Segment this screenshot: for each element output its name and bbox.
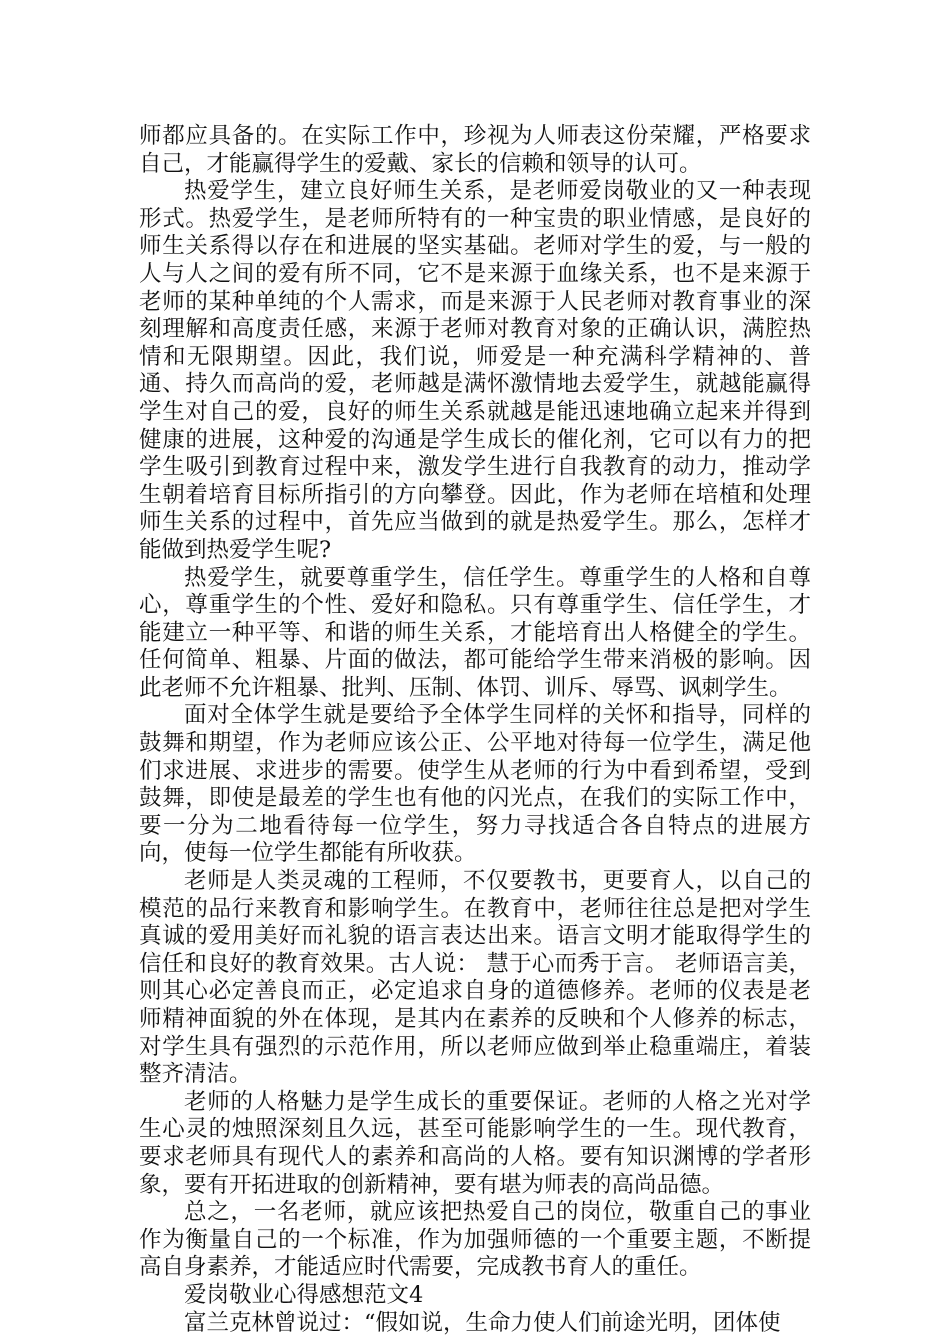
document-page xyxy=(139,123,811,1337)
section-heading: 爱岗敬业心得感想范文4 xyxy=(184,1281,424,1308)
paragraph-all-students: 面对全体学生就是要给予全体学生同样的关怀和指导，同样的鼓舞和期望，作为老师应该公正、公平地对待每一位学生，满足他们求进展、求进步的需要。使学生从老师的行为中看到希望，受到鼓舞，即使是最差的学生也有他的闪光点，在我们的实际工作中，要一分为二地看待每一位学生，努力寻找适合各自特点的进展方向，使每一位学生都能有所收获。 xyxy=(139,702,811,867)
paragraph-personality-charm: 老师的人格魅力是学生成长的重要保证。老师的人格之光对学生心灵的烛照深刻且久远，甚至可能影响学生的一生。现代教育，要求老师具有现代人的素养和高尚的人格。要有知识渊博的学者形象，要有开拓进取的创新精神，要有堪为师表的高尚品德。 xyxy=(139,1088,811,1198)
paragraph-respect-students: 热爱学生，就要尊重学生，信任学生。尊重学生的人格和自尊心，尊重学生的个性、爱好和隐私。只有尊重学生、信任学生，才能建立一种平等、和谐的师生关系，才能培育出人格健全的学生。任何简单、粗暴、片面的做法，都可能给学生带来消极的影响。因此老师不允许粗暴、批判、压制、体罚、训斥、辱骂、讽刺学生。 xyxy=(139,564,811,701)
paragraph-continuation: 师都应具备的。在实际工作中，珍视为人师表这份荣耀，严格要求自己，才能赢得学生的爱戴、家长的信赖和领导的认可。 xyxy=(139,123,811,177)
paragraph-franklin-quote: 富兰克林曾说过：“假如说，生命力使人们前途光明，团体使 xyxy=(184,1309,781,1336)
paragraph-love-students: 热爱学生，建立良好师生关系，是老师爱岗敬业的又一种表现形式。热爱学生，是老师所特有的一种宝贵的职业情感，是良好的师生关系得以存在和进展的坚实基础。老师对学生的爱，与一般的人与人之间的爱有所不同，它不是来源于血缘关系，也不是来源于老师的某种单纯的个人需求，而是来源于人民老师对教育事业的深刻理解和高度责任感，来源于老师对教育对象的正确认识，满腔热情和无限期望。因此，我们说，师爱是一种充满科学精神的、普通、持久而高尚的爱，老师越是满怀激情地去爱学生，就越能赢得学生对自己的爱，良好的师生关系就越是能迅速地确立起来并得到健康的进展，这种爱的沟通是学生成长的催化剂，它可以有力的把学生吸引到教育过程中来，激发学生进行自我教育的动力，推动学生朝着培育目标所指引的方向攀登。因此，作为老师在培植和处理师生关系的过程中，首先应当做到的就是热爱学生。那么，怎样才能做到热爱学生呢? xyxy=(139,178,811,563)
paragraph-engineer-of-souls: 老师是人类灵魂的工程师，不仅要教书，更要育人，以自己的模范的品行来教育和影响学生。在教育中，老师往往总是把对学生真诚的爱用美好而礼貌的语言表达出来。语言文明才能取得学生的信任和良好的教育效果。古人说： 慧于心而秀于言。 老师语言美，则其心必定善良而正，必定追求自身的道德修养。老师的仪表是老师精神面貌的外在体现，是其内在素养的反映和个人修养的标志，对学生具有强烈的示范作用，所以老师应做到举止稳重端庄，着装整齐清洁。 xyxy=(139,868,811,1088)
paragraph-conclusion: 总之，一名老师，就应该把热爱自己的岗位，敬重自己的事业作为衡量自己的一个标准，作为加强师德的一个重要主题，不断提高自身素养，才能适应时代需要，完成教书育人的重任。 xyxy=(139,1199,811,1281)
